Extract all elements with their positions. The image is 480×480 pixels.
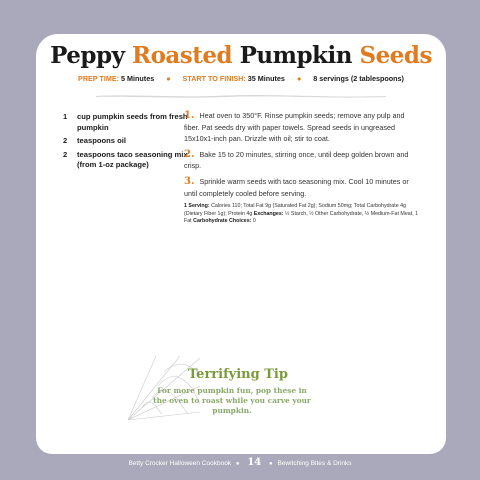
direction-step <box>184 149 420 172</box>
title-word-4: Seeds <box>359 42 432 69</box>
ingredient-item <box>63 150 203 171</box>
title-word-2: Roasted <box>131 42 233 69</box>
page-footer <box>0 457 480 468</box>
meta-separator: ● <box>166 74 171 83</box>
footer-separator: ● <box>269 461 273 467</box>
ingredient-text: teaspoons oil <box>77 136 126 145</box>
step-number: 2. <box>184 148 195 160</box>
recipe-card <box>36 34 446 454</box>
page-number: 14 <box>247 457 262 468</box>
meta-separator: ● <box>296 74 302 83</box>
serving-label: 1 Serving: <box>184 203 210 210</box>
exchanges-label: Exchanges: <box>253 210 284 217</box>
start-value: 35 Minutes <box>247 74 285 83</box>
step-text: Heat oven to 350°F. Rinse pumpkin seeds; remove any pulp and fiber. Pat seeds dry with paper towels. Spread seeds in ungreased 15x10x1-inch pan. Drizzle with oil; stir to coat. <box>184 111 405 144</box>
carb-choices-label: Carbohydrate Choices: <box>193 218 252 225</box>
ingredient-qty: 2 <box>63 149 68 159</box>
footer-book-title: Betty Crocker Halloween Cookbook <box>128 460 232 467</box>
step-text: Bake 15 to 20 minutes, stirring once, until deep golden brown and crisp. <box>184 149 409 171</box>
ingredient-qty: 1 <box>63 112 68 121</box>
nutrition-info <box>184 203 420 226</box>
direction-step <box>184 176 420 199</box>
prep-value: 5 Minutes <box>121 74 155 83</box>
recipe-title <box>36 42 446 69</box>
ingredient-item <box>63 112 203 133</box>
ingredient-list <box>63 112 203 174</box>
step-number: 3. <box>184 175 195 187</box>
serving-text: Calories 110; Total Fat 9g (Saturated Fat 2g); Sodium 50mg; Total Carbohydrate 4g (Dietary Fiber 1g); Protein 4g <box>184 203 407 217</box>
step-number: 1. <box>184 110 195 121</box>
footer-separator: ● <box>235 461 240 467</box>
title-word-3: Pumpkin <box>239 42 352 69</box>
footer-section-title: Bewitching Bites & Drinks <box>277 460 352 467</box>
ingredient-text: cup pumpkin seeds from fresh pumpkin <box>77 112 188 132</box>
carb-choices-value: 0 <box>252 218 256 225</box>
exchanges-text: ½ Starch, ½ Other Carbohydrate, ½ Medium-Fat Meat, 1 Fat <box>184 210 419 225</box>
direction-step <box>184 110 420 145</box>
ingredient-qty: 2 <box>63 136 68 145</box>
tip-text: For more pumpkin fun, pop these in the oven to roast while you carve your pumpkin. <box>153 386 311 415</box>
tip-title: Terrifying Tip <box>188 367 288 382</box>
start-label: START TO FINISH: <box>182 74 246 83</box>
direction-list <box>184 110 420 226</box>
servings: 8 servings (2 tablespoons) <box>313 74 404 83</box>
ingredient-item <box>63 136 203 147</box>
brush-divider <box>96 93 386 99</box>
recipe-meta <box>36 74 446 83</box>
step-text: Sprinkle warm seeds with taco seasoning mix. Cool 10 minutes or until completely cooled before serving. <box>184 176 409 198</box>
title-word-1: Peppy <box>50 42 125 69</box>
prep-label: PREP TIME: <box>78 74 120 83</box>
ingredient-text: teaspoons taco seasoning mix (from 1-oz package) <box>77 149 188 169</box>
